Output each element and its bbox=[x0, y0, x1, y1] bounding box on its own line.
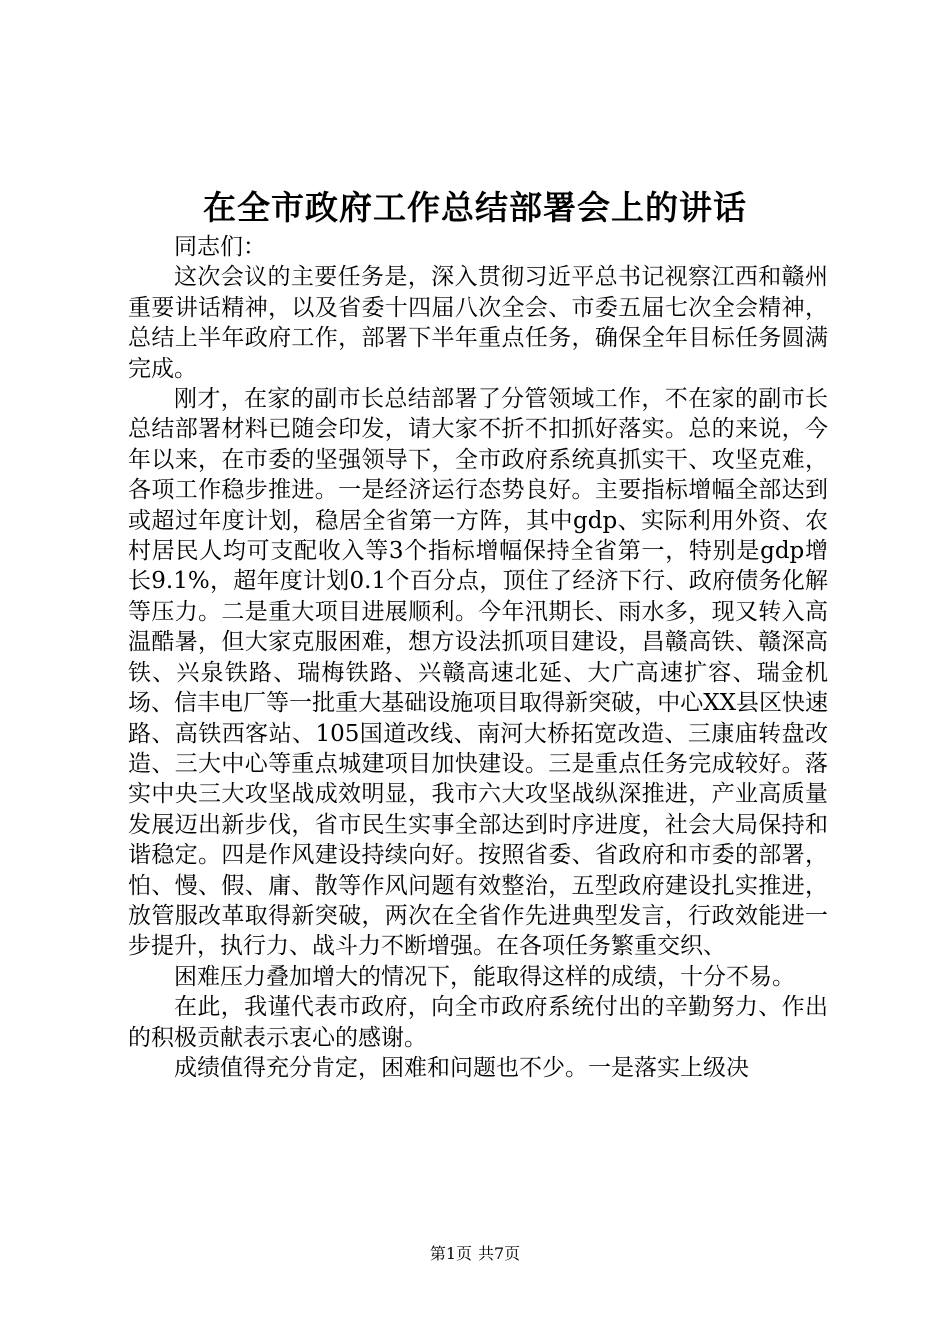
body-paragraph: 在此，我谨代表市政府，向全市政府系统付出的辛勤努力、作出的积极贡献表示衷心的感谢。 bbox=[128, 994, 828, 1051]
salutation-paragraph: 同志们： bbox=[174, 234, 266, 260]
page-number: 第1页 bbox=[429, 1244, 472, 1263]
page-footer bbox=[0, 1243, 950, 1265]
document-title: 在全市政府工作总结部署会上的讲话 bbox=[203, 188, 747, 227]
body-paragraph: 成绩值得充分肯定，困难和问题也不少。一是落实上级决 bbox=[174, 1054, 749, 1081]
body-paragraph: 困难压力叠加增大的情况下，能取得这样的成绩，十分不易。 bbox=[174, 963, 795, 990]
document-body bbox=[128, 232, 828, 1083]
page-total: 共7页 bbox=[478, 1244, 521, 1263]
body-paragraph: 刚才，在家的副市长总结部署了分管领域工作，不在家的副市长总结部署材料已随会印发，请大家不折不扣抓好落实。总的来说，今年以来，在市委的坚强领导下，全市政府系统真抓实干、攻坚克难，各项工作稳步推进。一是经济运行态势良好。主要指标增幅全部达到或超过年度计划，稳居全省第一方阵，其中gdp、实际利用外资、农村居民人均可支配收入等3个指标增幅保持全省第一，特别是gdp增长9.1%，超年度计划0.1个百分点，顶住了经济下行、政府债务化解等压力。二是重大项目进展顺利。今年汛期长、雨水多，现又转入高温酷暑，但大家克服困难，想方设法抓项目建设，昌赣高铁、赣深高铁、兴泉铁路、瑞梅铁路、兴赣高速北延、大广高速扩容、瑞金机场、信丰电厂等一批重大基础设施项目取得新突破，中心XX县区快速路、高铁西客站、105国道改线、南河大桥拓宽改造、三康庙转盘改造、三大中心等重点城建项目加快建设。三是重点任务完成较好。落实中央三大攻坚战成效明显，我市六大攻坚战纵深推进，产业高质量发展迈出新步伐，省市民生实事全部达到时序进度，社会大局保持和谐稳定。四是作风建设持续向好。按照省委、省政府和市委的部署，怕、慢、假、庸、散等作风问题有效整治，五型政府建设扎实推进，放管服改革取得新突破，两次在全省作先进典型发言，行政效能进一步提升，执行力、战斗力不断增强。在各项任务繁重交织、 bbox=[128, 386, 828, 960]
body-paragraph: 这次会议的主要任务是，深入贯彻习近平总书记视察江西和赣州重要讲话精神，以及省委十四届八次全会、市委五届七次全会精神，总结上半年政府工作，部署下半年重点任务，确保全年目标任务圆满完成。 bbox=[128, 264, 828, 382]
